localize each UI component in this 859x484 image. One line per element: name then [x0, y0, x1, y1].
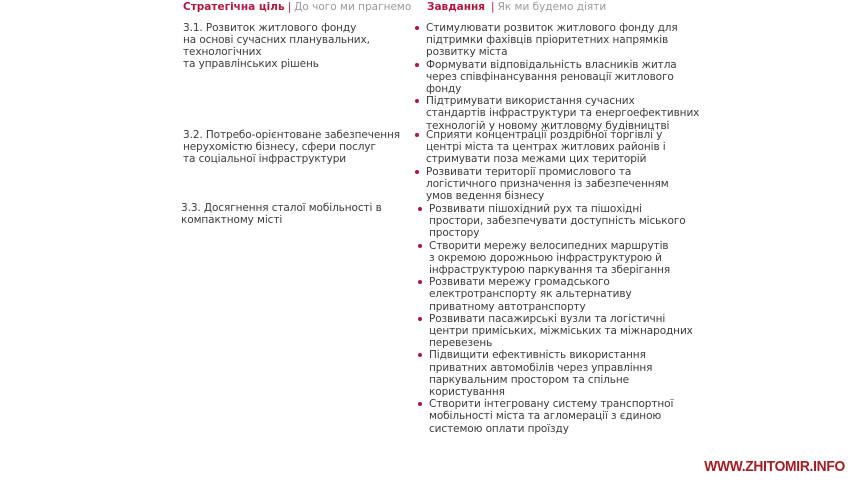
watermark: WWW.ZHITOMIR.INFO: [704, 458, 845, 475]
task-item: Розвивати території промислового та логістичного призначення із забезпеченням умов ведення бізнесу: [413, 166, 669, 203]
task-item: Підтримувати використання сучасних стандартів інфраструктури та енергоефективних технологій у новому житловому будівництві: [413, 95, 699, 132]
task-item: Сприяти концентрації роздрібної торгівлі у центрі міста та центрах житлових районів і стримувати поза межами цих територій: [413, 129, 669, 166]
task-item: Розвивати пішохідний рух та пішохідні простори, забезпечувати доступність міського простору: [416, 203, 693, 240]
tasks-header-subtitle: Як ми будемо діяти: [497, 1, 607, 13]
tasks-list-3-3: [416, 203, 693, 435]
task-item: Створити мережу велосипедних маршрутів з окремою дорожньою інфраструктурою й інфраструктурою паркування та зберігання: [416, 240, 693, 277]
task-item: Розвивати пасажирські вузли та логістичні центри приміських, міжміських та міжнародних перевезень: [416, 313, 693, 350]
goal-column-header: [183, 0, 411, 14]
task-item: Розвивати мережу громадського електротранспорту як альтернативу приватному автотранспорту: [416, 276, 693, 313]
tasks-list-3-2: [413, 129, 669, 202]
task-item: Стимулювати розвиток житлового фонду для підтримки фахівців пріоритетних напрямків розвитку міста: [413, 22, 699, 59]
task-item: Створити інтегровану систему транспортної мобільності міста та агломерації з єдиною системою оплати проїзду: [416, 398, 693, 435]
tasks-column-header: [427, 0, 606, 14]
header-separator: |: [287, 1, 292, 13]
goal-header-title: Стратегічна ціль: [183, 1, 285, 13]
goal-header-subtitle: До чого ми прагнемо: [294, 1, 412, 13]
task-item: Формувати відповідальність власників житла через співфінансування реновації житлового фонду: [413, 59, 699, 96]
strategic-goal-3-1: 3.1. Розвиток житлового фонду на основі сучасних планувальних, технологічних та управлінських рішень: [183, 22, 370, 70]
tasks-list-3-1: [413, 22, 699, 132]
strategic-goal-3-2: 3.2. Потребо-орієнтоване забезпечення нерухомістю бізнесу, сфери послуг та соціальної інфраструктури: [183, 129, 400, 165]
task-item: Підвищити ефективність використання приватних автомобілів через управління паркувальним простором та спільне користування: [416, 349, 693, 398]
header-separator: |: [491, 1, 495, 13]
tasks-header-title: Завдання: [427, 1, 486, 13]
strategic-goal-3-3: 3.3. Досягнення сталої мобільності в компактному місті: [181, 202, 382, 226]
